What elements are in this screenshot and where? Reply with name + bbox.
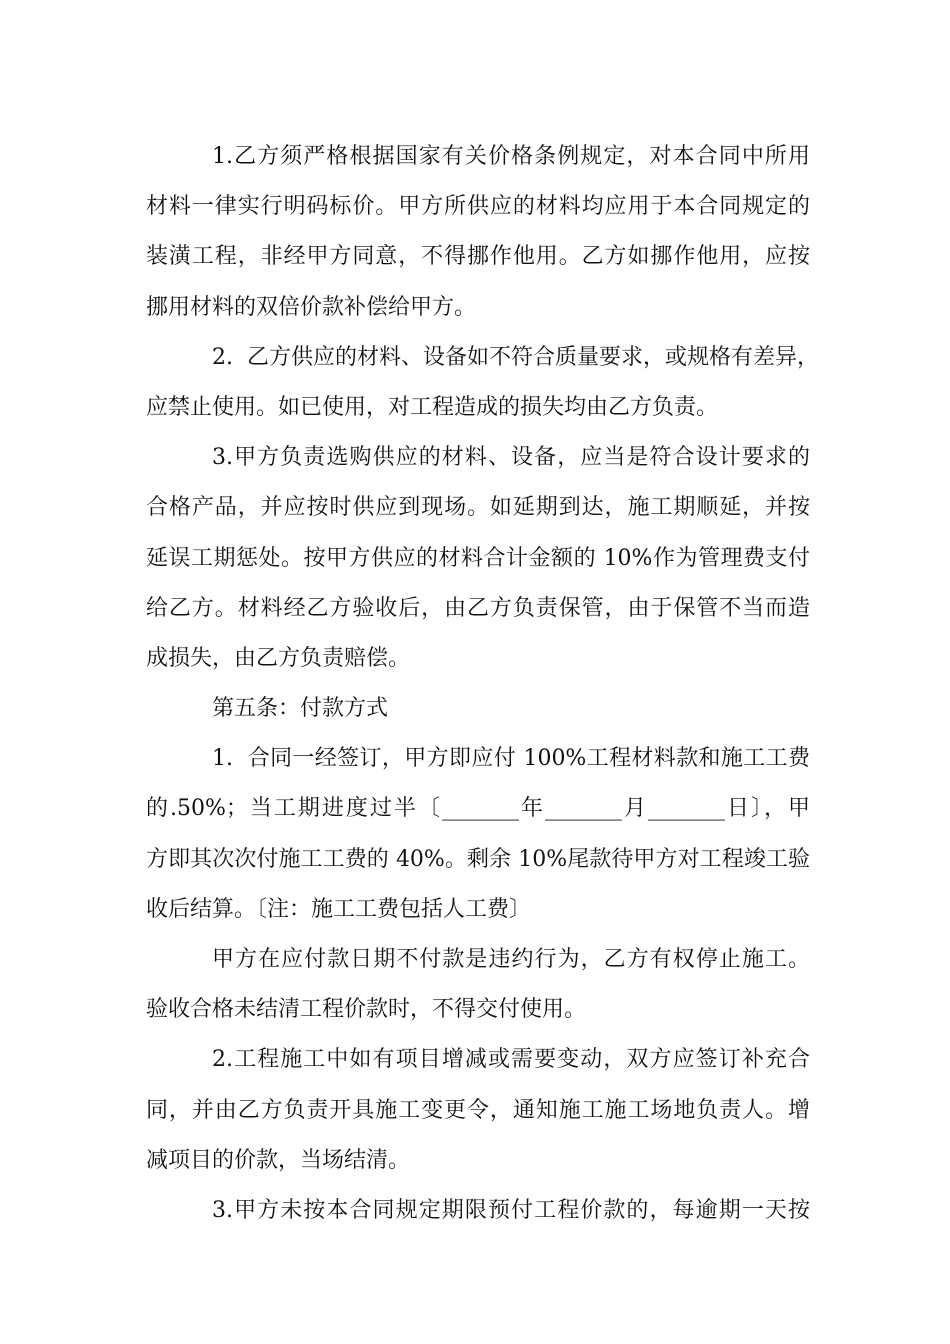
paragraph-5-line-2: 验收合格未结清工程价款时，不得交付使用。 <box>146 997 587 1023</box>
paragraph-3-line-1: 3.甲方负责选购供应的材料、设备，应当是符合设计要求的 <box>212 445 810 471</box>
paragraph-2-line-1: 2. 乙方供应的材料、设备如不符合质量要求，或规格有差异， <box>212 344 819 370</box>
paragraph-3-line-2: 合格产品，并应按时供应到现场。如延期到达，施工期顺延，并按 <box>146 495 810 521</box>
paragraph-6-line-1: 2.工程施工中如有项目增减或需要变动，双方应签订补充合 <box>212 1047 810 1073</box>
paragraph-1-line-3: 装潢工程，非经甲方同意，不得挪作他用。乙方如挪作他用，应按 <box>146 244 810 270</box>
paragraph-4-line-1: 1. 合同一经签订，甲方即应付 100%工程材料款和施工工费 <box>212 746 810 772</box>
paragraph-7-line-1: 3.甲方未按本合同规定期限预付工程价款的，每逾期一天按 <box>212 1197 810 1223</box>
paragraph-3-line-4: 给乙方。材料经乙方验收后，由乙方负责保管，由于保管不当而造 <box>146 595 810 621</box>
paragraph-3-line-5: 成损失，由乙方负责赔偿。 <box>146 645 411 671</box>
paragraph-6-line-2: 同，并由乙方负责开具施工变更令，通知施工施工场地负责人。增 <box>146 1097 810 1123</box>
paragraph-1-line-1: 1.乙方须严格根据国家有关价格条例规定，对本合同中所用 <box>212 144 810 169</box>
contract-body <box>146 132 819 1236</box>
paragraph-3-line-3: 延误工期惩处。按甲方供应的材料合计金额的 10%作为管理费支付 <box>146 545 810 571</box>
paragraph-4-line-2: 的.50%；当工期进度过半〔_______年_______月_______日〕，甲 <box>146 796 810 822</box>
paragraph-1-line-4: 挪用材料的双倍价款补偿给甲方。 <box>146 294 477 320</box>
paragraph-6-line-3: 减项目的价款，当场结清。 <box>146 1147 411 1173</box>
paragraph-4-line-4: 收后结算。〔注：施工工费包括人工费〕 <box>146 896 532 922</box>
section-heading-article-5: 第五条：付款方式 <box>212 696 389 722</box>
paragraph-5-line-1: 甲方在应付款日期不付款是违约行为，乙方有权停止施工。 <box>212 947 810 972</box>
paragraph-1-line-2: 材料一律实行明码标价。甲方所供应的材料均应用于本合同规定的 <box>146 194 810 220</box>
paragraph-2-line-2: 应禁止使用。如已使用，对工程造成的损失均由乙方负责。 <box>146 394 719 420</box>
paragraph-4-line-3: 方即其次次付施工工费的 40%。剩余 10%尾款待甲方对工程竣工验 <box>146 846 810 872</box>
